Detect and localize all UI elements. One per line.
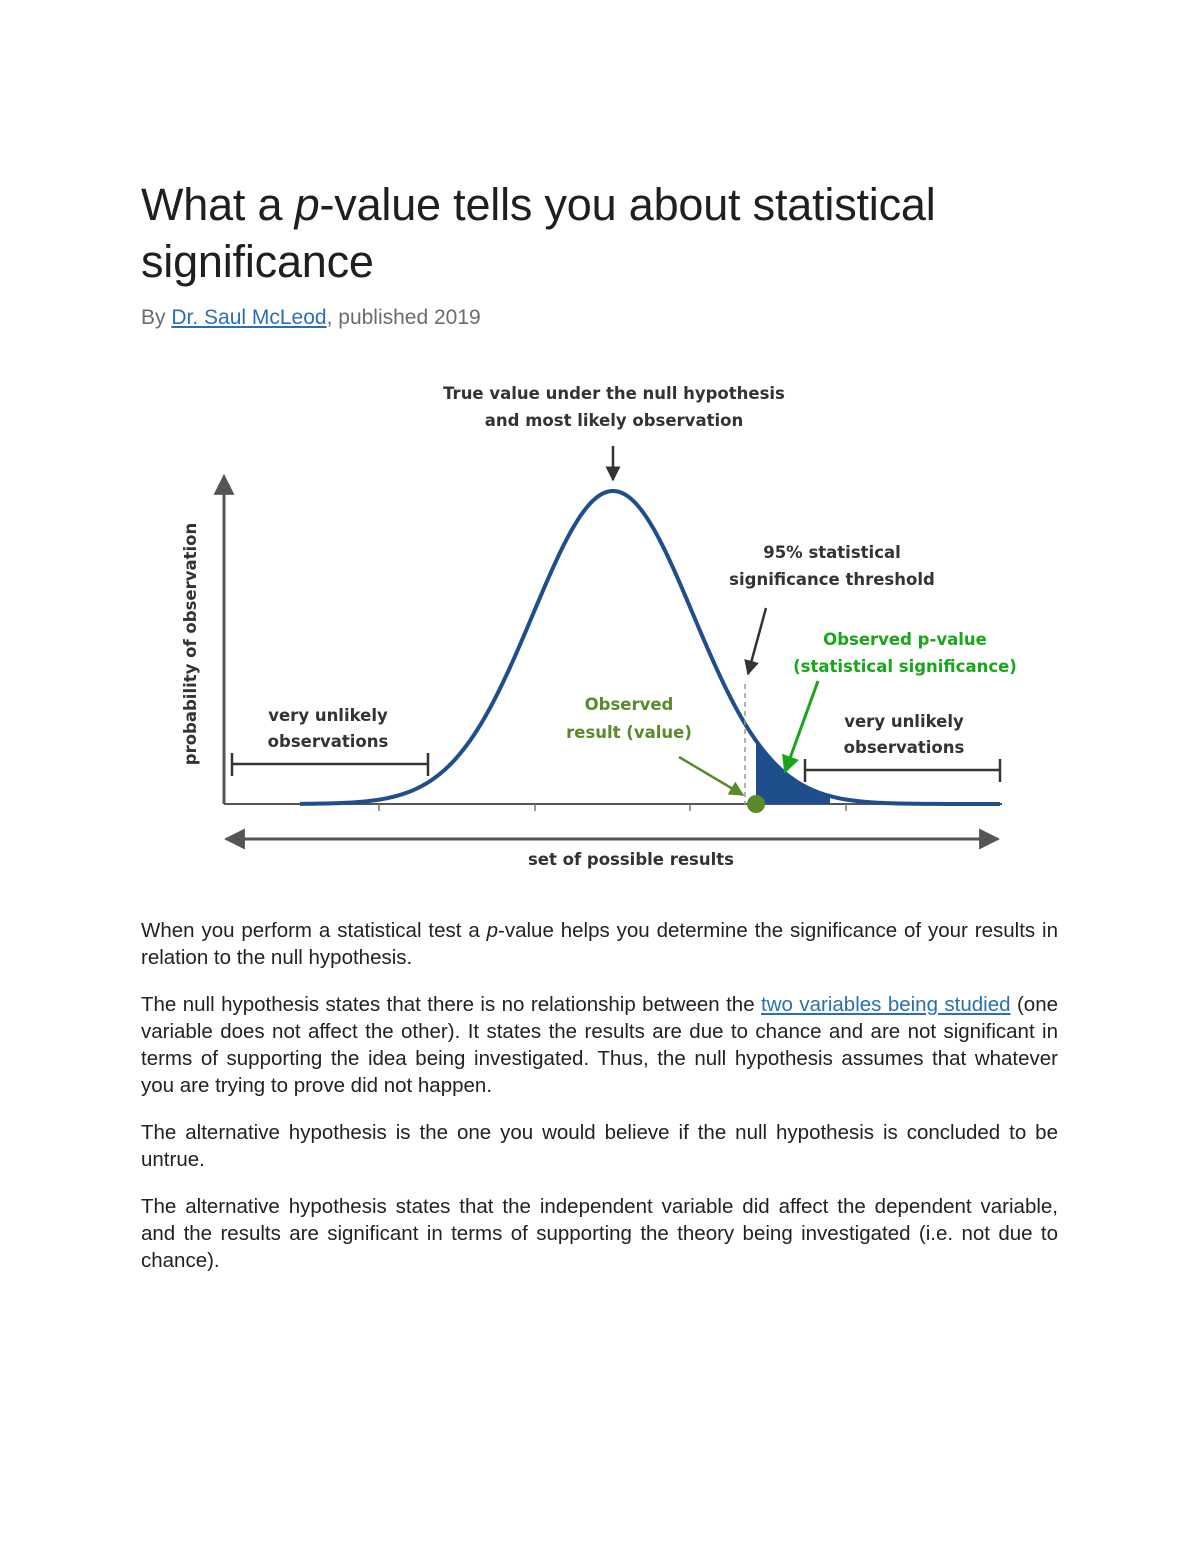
page-title	[141, 176, 1061, 290]
p2-text-b: (one variable does not affect the other). It states the results are due to chance and are not significant in terms of supporting the idea being investigated. Thus, the null hypothesis assumes that whatever you are trying to prove did not happen.	[141, 993, 1058, 1097]
author-link[interactable]: Dr. Saul McLeod	[171, 306, 327, 329]
right-unlikely-line1: very unlikely	[844, 712, 964, 731]
top-label-line2: and most likely observation	[484, 411, 744, 430]
p1-text-a: When you perform a statistical test a	[141, 919, 487, 942]
left-unlikely-line1: very unlikely	[268, 706, 388, 725]
two-variables-link[interactable]: two variables being studied	[761, 993, 1011, 1016]
observed-result-point	[747, 795, 765, 813]
pvalue-label-line1: Observed p-value	[823, 630, 987, 649]
paragraph-3: The alternative hypothesis is the one you would believe if the null hypothesis is concluded to be untrue.	[141, 1121, 1058, 1171]
threshold-label-line2: significance threshold	[729, 570, 935, 589]
title-italic-p: p	[294, 179, 320, 230]
p1-italic-p: p	[486, 919, 499, 942]
y-axis-label: probability of observation	[181, 522, 200, 766]
paragraph-2	[141, 991, 1058, 1099]
pvalue-label-line2: (statistical significance)	[793, 657, 1017, 676]
x-axis-label: set of possible results	[527, 850, 735, 869]
article-body	[141, 917, 1058, 1294]
p1-text-b: -value helps you determine the significance of your results in relation to the null hypothesis.	[141, 919, 1058, 969]
threshold-arrow	[748, 608, 766, 674]
right-unlikely-bracket	[805, 759, 1000, 782]
paragraph-4: The alternative hypothesis states that the independent variable did affect the dependent variable, and the results are significant in terms of supporting the theory being investigated (i.e. not due to chance).	[141, 1195, 1058, 1272]
left-unlikely-bracket	[232, 753, 428, 776]
pvalue-arrow	[785, 681, 818, 772]
p-value-diagram	[170, 372, 1030, 882]
observed-result-line2: result (value)	[566, 723, 692, 742]
byline-suffix: , published 2019	[326, 306, 481, 329]
byline	[141, 304, 481, 332]
right-unlikely-line2: observations	[843, 738, 965, 757]
paragraph-1	[141, 917, 1058, 971]
byline-prefix: By	[141, 306, 172, 329]
top-label-line1: True value under the null hypothesis	[443, 384, 785, 403]
left-unlikely-line2: observations	[267, 732, 389, 751]
threshold-label-line1: 95% statistical	[763, 543, 901, 562]
p2-text-a: The null hypothesis states that there is no relationship between the	[141, 993, 762, 1016]
title-prefix: What a	[141, 179, 295, 230]
title-suffix: -value tells you about statistical significance	[141, 179, 936, 287]
observed-result-line1: Observed	[584, 695, 674, 714]
observed-result-arrow	[679, 757, 743, 795]
